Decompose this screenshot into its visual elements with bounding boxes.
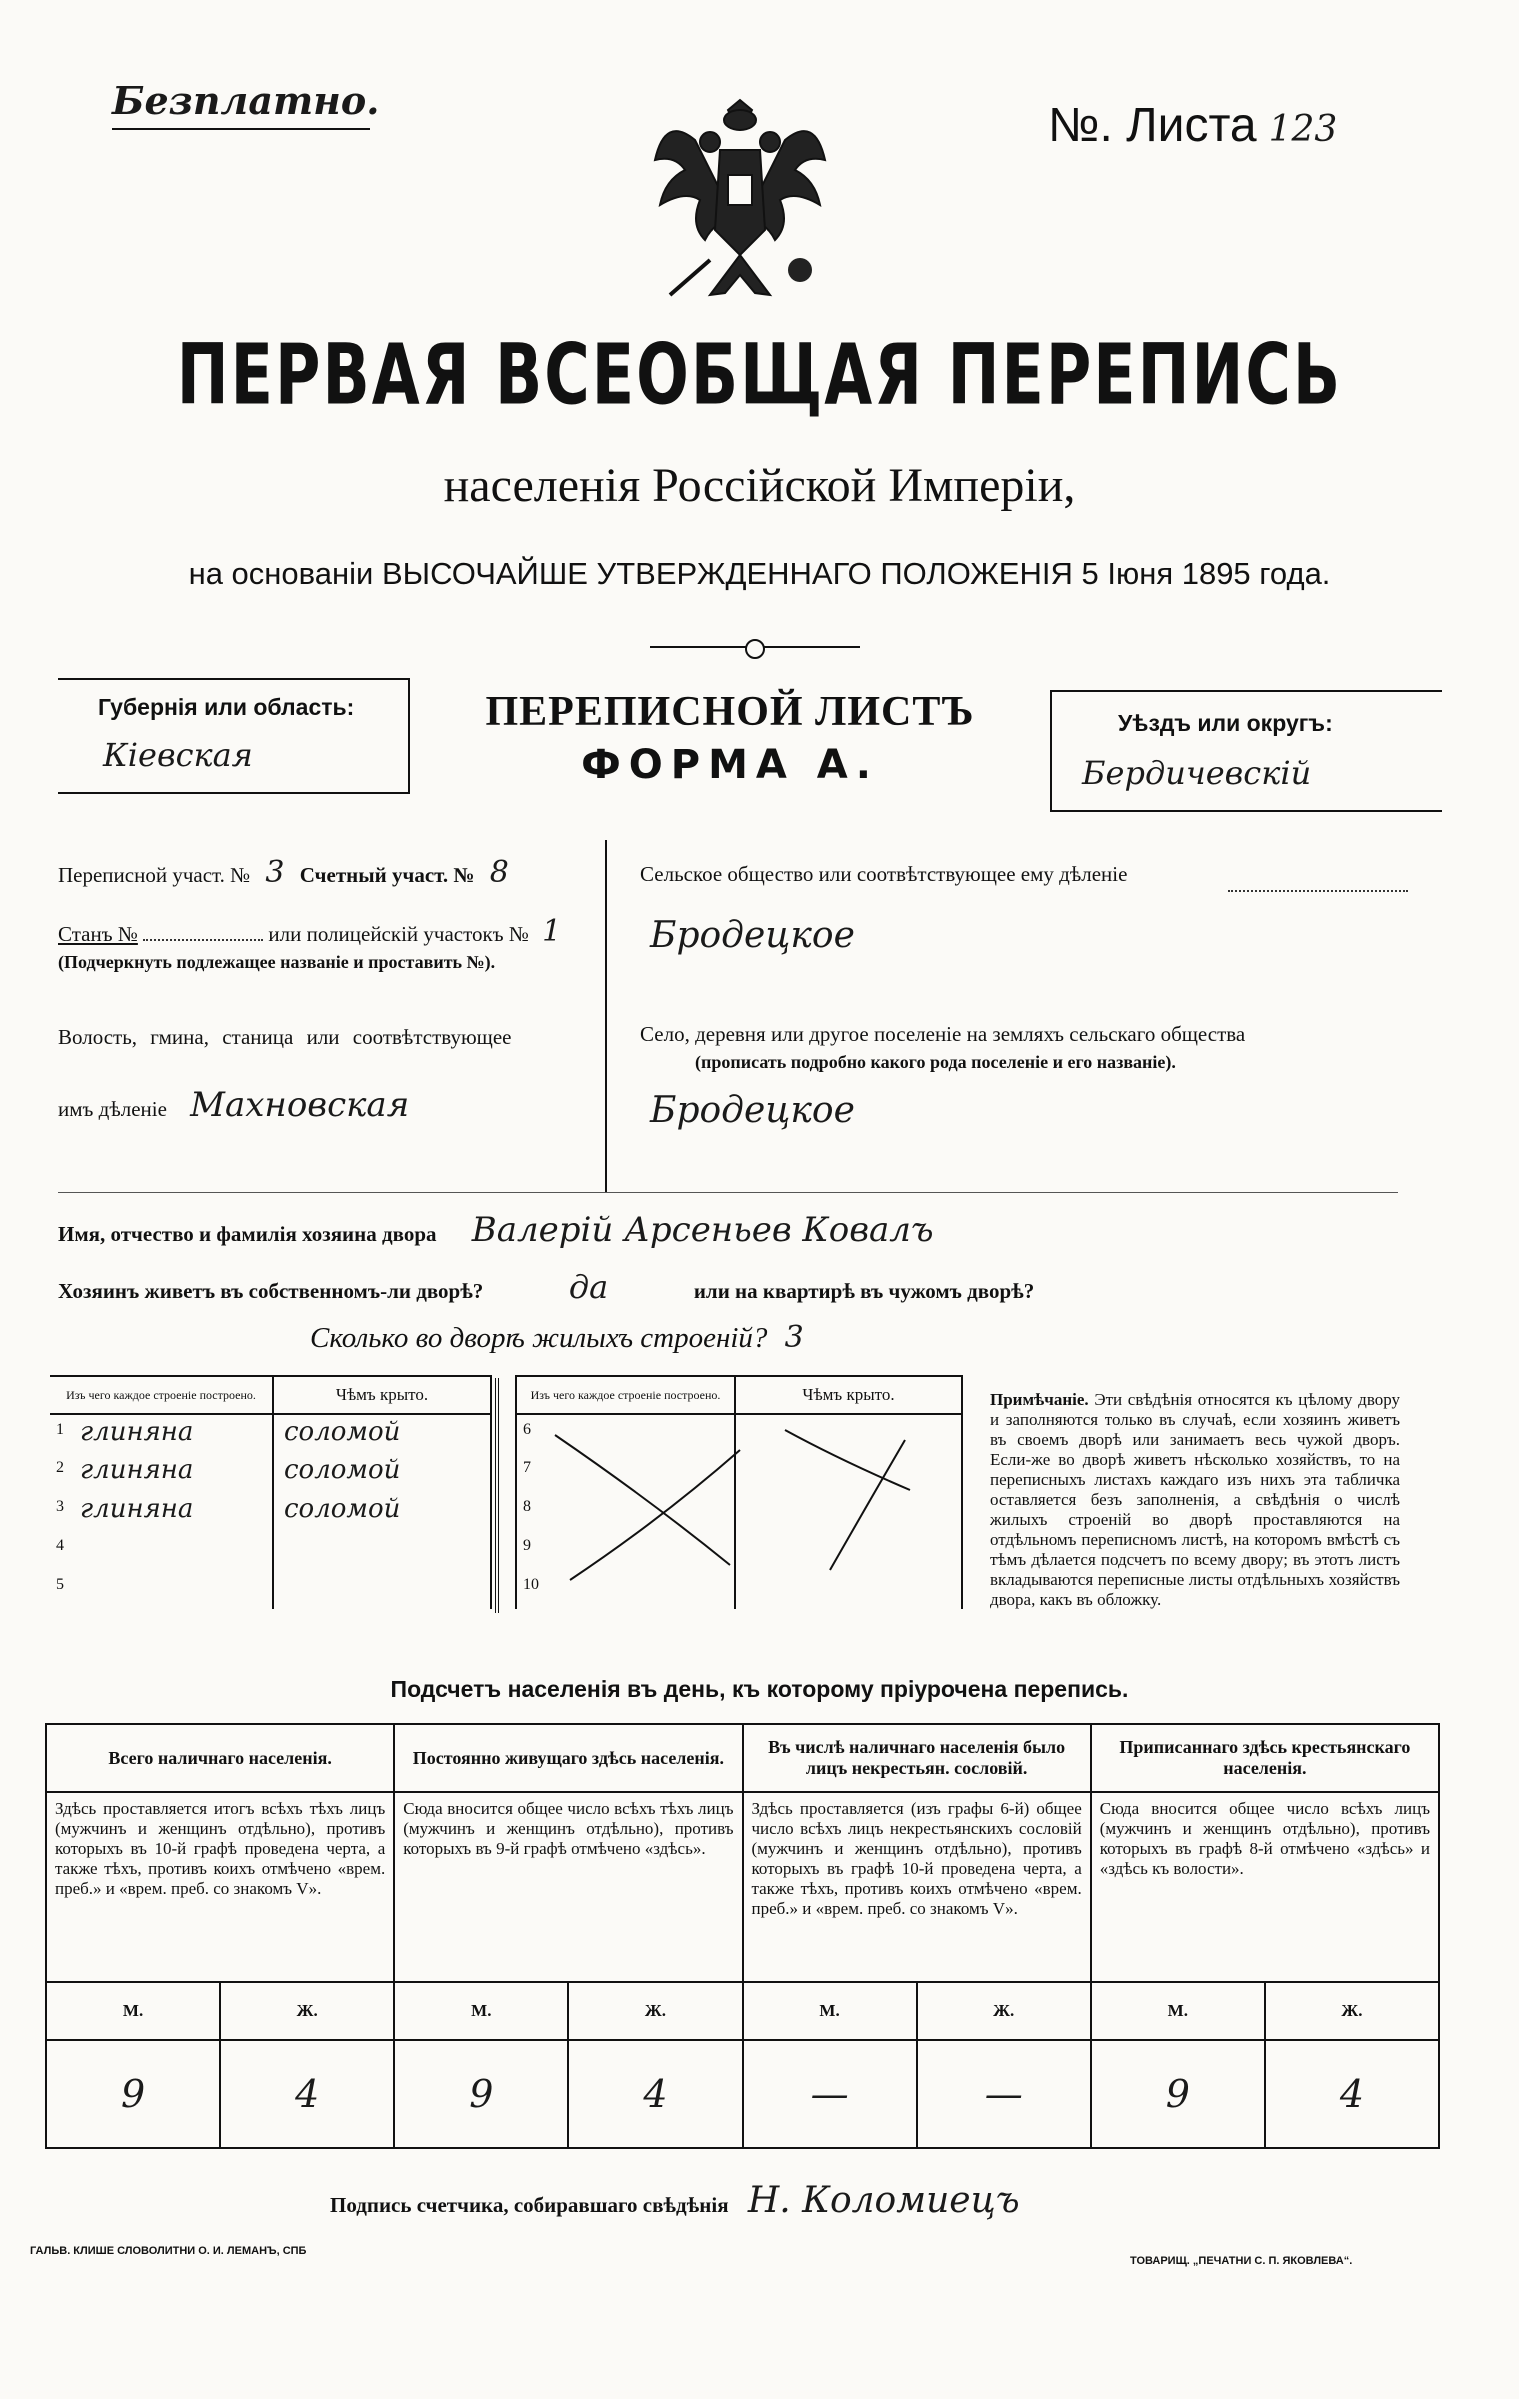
population-column-desc: Сюда вносится общее число всѣхъ тѣхъ лицъ (мужчинъ и женщинъ отдѣльно), противъ которыхъ въ 9-й графѣ отмѣчено «здѣсь». — [394, 1792, 742, 1982]
society-label: Сельское общество или соотвѣтствующее ему дѣленіе — [640, 862, 1128, 886]
double-headed-eagle-emblem — [640, 80, 840, 310]
sheet-number-label: №. Листа — [1048, 99, 1257, 152]
form-title-line2: ФОРМА А. — [581, 742, 879, 788]
building-row — [50, 1570, 491, 1609]
census-section-label: Переписной участ. № — [58, 863, 251, 887]
signature-row — [330, 2180, 1020, 2221]
village-value: Бродецкое — [650, 1090, 855, 1131]
buildings-table-left — [50, 1375, 492, 1609]
province-box — [58, 678, 410, 794]
population-column-title: Всего наличнаго населенія. — [46, 1724, 394, 1792]
building-row — [50, 1531, 491, 1570]
district-box — [1050, 690, 1442, 812]
legal-basis: на основаніи ВЫСОЧАЙШЕ УТВЕРЖДЕННАГО ПОЛОЖЕНІЯ 5 Іюня 1895 года. — [188, 556, 1331, 591]
population-heading: Подсчетъ населенія въ день, къ которому пріурочена перепись. — [390, 1676, 1129, 1702]
page-title: ПЕРВАЯ ВСЕОБЩАЯ ПЕРЕПИСЬ — [176, 325, 1343, 424]
building-number: 3 — [56, 1498, 64, 1515]
female-label: Ж. — [1265, 1982, 1439, 2040]
signature-value: Н. Коломиецъ — [747, 2180, 1020, 2221]
building-number: 4 — [56, 1537, 64, 1554]
district-label: Уѣздъ или округъ: — [1118, 710, 1333, 736]
crossed-out-mark — [540, 1420, 950, 1610]
male-count: 9 — [1091, 2040, 1265, 2148]
police-label: или полицейскій участокъ № — [268, 922, 529, 946]
building-number: 9 — [523, 1537, 531, 1554]
male-label: М. — [394, 1982, 568, 2040]
female-label: Ж. — [568, 1982, 742, 2040]
form-title — [430, 688, 1030, 788]
note-block — [990, 1390, 1400, 1610]
building-row — [50, 1453, 491, 1492]
stan-label: Станъ № — [58, 922, 138, 946]
population-column-desc: Здѣсь проставляется итогъ всѣхъ тѣхъ лицъ (мужчинъ и женщинъ отдѣльно), противъ которыхъ въ 10-й графѣ проведена черта, а также тѣхъ, противъ коихъ отмѣчено «врем. преб.» и «врем. преб. со знакомъ V». — [46, 1792, 394, 1982]
owner-name-value: Валерій Арсеньев Ковалъ — [471, 1210, 934, 1250]
free-label: Безплатно. — [112, 78, 380, 123]
note-text: Эти свѣдѣнія относятся къ цѣлому двору и заполняются только въ случаѣ, если хозяинъ живетъ въ своемъ дворѣ или занимаетъ весь чужой дворъ. Если-же во дворѣ живетъ нѣсколько хозяйствъ, то на переписныхъ листахъ каждаго изъ нихъ эта табличка оставляется безъ заполненія, а свѣдѣнія о числѣ жилыхъ строеній во дворѣ проставляются на отдѣльномъ переписномъ листѣ, на которомъ вмѣстѣ съ тѣмъ дѣлается подсчетъ по всему двору; въ этотъ листъ вкладываются переписные листы отдѣльныхъ хозяйствъ двора, какъ въ обложку. — [990, 1390, 1401, 1609]
building-number: 8 — [523, 1498, 531, 1515]
female-count: 4 — [220, 2040, 394, 2148]
buildings-row — [310, 1320, 804, 1355]
female-label: Ж. — [917, 1982, 1091, 2040]
footer-right: ТОВАРИЩ. „ПЕЧАТНИ С. П. ЯКОВЛЕВА“. — [1130, 2255, 1353, 2267]
police-value: 1 — [542, 914, 562, 949]
stan-row — [58, 914, 561, 949]
building-row — [50, 1414, 491, 1453]
building-number: 1 — [56, 1421, 64, 1438]
building-material: глиняна — [80, 1455, 194, 1485]
roof-header: Чѣмъ крыто. — [273, 1376, 491, 1414]
building-row — [50, 1492, 491, 1531]
population-column-title: Постоянно живущаго здѣсь населенія. — [394, 1724, 742, 1792]
volost-row — [58, 1085, 409, 1125]
volost-value: Махновская — [190, 1085, 410, 1125]
roof-header-right: Чѣмъ крыто. — [735, 1376, 962, 1414]
female-count: 4 — [1265, 2040, 1439, 2148]
building-number: 7 — [523, 1459, 531, 1476]
block-divider — [605, 840, 607, 1192]
province-label: Губернія или область: — [98, 694, 355, 720]
population-table — [45, 1723, 1440, 2149]
male-label: М. — [743, 1982, 917, 2040]
form-title-line1: ПЕРЕПИСНОЙ ЛИСТЪ — [485, 689, 975, 735]
population-column-title: Приписаннаго здѣсь крестьянскаго населенія. — [1091, 1724, 1439, 1792]
own-yard-row — [58, 1268, 1034, 1306]
note-title: Примѣчаніе. — [990, 1390, 1089, 1409]
census-section-value: 3 — [265, 855, 285, 890]
stan-note: (Подчеркнуть подлежащее названіе и проставить №). — [58, 952, 496, 972]
own-yard-value: да — [568, 1268, 609, 1306]
district-value: Бердичевскій — [1082, 754, 1312, 792]
ornament-divider — [650, 642, 860, 652]
volost-label-line1: Волость, гмина, станица или соотвѣтствующее — [58, 1025, 512, 1049]
count-section-value: 8 — [489, 855, 509, 890]
building-number: 5 — [56, 1576, 64, 1593]
province-value: Кіевская — [103, 736, 253, 774]
count-section-label: Счетный участ. № — [299, 863, 475, 887]
own-yard-label: Хозяинъ живетъ въ собственномъ-ли дворѣ? — [58, 1279, 484, 1303]
male-count: 9 — [394, 2040, 568, 2148]
population-column-desc: Сюда вносится общее число всѣхъ лицъ (мужчинъ и женщинъ отдѣльно), противъ которыхъ въ графѣ 8-й отмѣчено «здѣсь» и «здѣсь къ волости». — [1091, 1792, 1439, 1982]
male-label: М. — [1091, 1982, 1265, 2040]
male-count: 9 — [46, 2040, 220, 2148]
material-header-right: Изъ чего каждое строеніе построено. — [516, 1376, 735, 1414]
village-note: (прописать подробно какого рода поселеніе и его названіе). — [695, 1052, 1176, 1072]
female-count: — — [917, 2040, 1091, 2148]
census-section-row — [58, 855, 509, 890]
page-subtitle: населенія Россійской Имперіи, — [443, 459, 1076, 512]
building-roof: соломой — [284, 1417, 401, 1447]
volost-label-line2: имъ дѣленіе — [58, 1097, 167, 1121]
male-label: М. — [46, 1982, 220, 2040]
female-count: 4 — [568, 2040, 742, 2148]
material-header: Изъ чего каждое строеніе построено. — [50, 1376, 273, 1414]
village-label: Село, деревня или другое поселеніе на земляхъ сельскаго общества — [640, 1022, 1246, 1046]
sheet-number-value: 123 — [1268, 109, 1338, 150]
population-column-title: Въ числѣ наличнаго населенія было лицъ некрестьян. сословій. — [743, 1724, 1091, 1792]
building-number: 6 — [523, 1421, 531, 1438]
building-roof: соломой — [284, 1455, 401, 1485]
sheet-number — [1048, 98, 1337, 153]
building-number: 2 — [56, 1459, 64, 1476]
owner-name-label: Имя, отчество и фамилія хозяина двора — [58, 1222, 437, 1246]
male-count: — — [743, 2040, 917, 2148]
signature-label: Подпись счетчика, собиравшаго свѣдѣнія — [330, 2193, 729, 2217]
building-material: глиняна — [80, 1494, 194, 1524]
owner-row — [58, 1210, 934, 1250]
buildings-label: Сколько во дворѣ жилыхъ строеній? — [310, 1322, 768, 1354]
female-label: Ж. — [220, 1982, 394, 2040]
building-material: глиняна — [80, 1417, 194, 1447]
society-value: Бродецкое — [650, 915, 855, 956]
building-number: 10 — [523, 1576, 539, 1593]
buildings-value: 3 — [784, 1320, 804, 1355]
building-roof: соломой — [284, 1494, 401, 1524]
footer-left: ГАЛЬВ. КЛИШЕ СЛОВОЛИТНИ О. И. ЛЕМАНЪ, СПБ — [30, 2245, 307, 2257]
population-column-desc: Здѣсь проставляется (изъ графы 6-й) общее число всѣхъ лицъ некрестьянскихъ сословій (мужчинъ и женщинъ отдѣльно), противъ которыхъ въ графѣ 10-й проведена черта, а также тѣхъ, противъ коихъ отмѣчено «врем. преб.» и «врем. преб. со знакомъ V». — [743, 1792, 1091, 1982]
rent-label: или на квартирѣ въ чужомъ дворѣ? — [693, 1279, 1035, 1303]
